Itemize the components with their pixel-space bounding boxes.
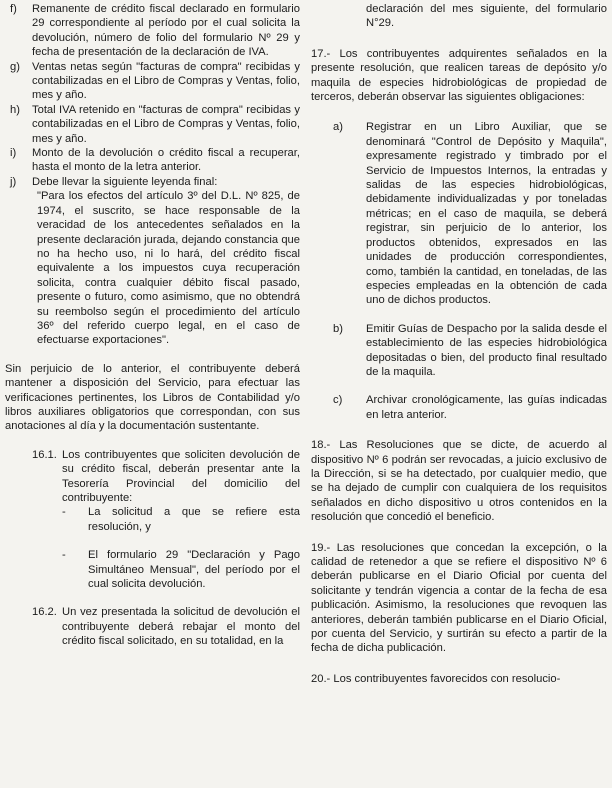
dash-item-1 [62, 505, 300, 534]
item-text: Monto de la devolución o crédito fiscal a recuperar, hasta el monto de la letra anterior. [32, 147, 300, 174]
sworn-legend: "Para los efectos del artículo 3º del D.L. Nº 825, de 1974, el suscrito, se hace responsable de la veracidad de los antecedentes señalados en la presente declaración jurada, dejando constancia que no ha hecho uso, ni lo hará, del crédito fiscal equivalente a los impuestos cuya recuperación solicita, contra cualquier débito fiscal pasado, presente o futuro, como asimismo, que no obtendrá su reembolso según el procedimiento del artículo 36º del referido cuerpo legal, en el caso de efectuarse exportaciones". [37, 190, 300, 347]
dash-mark: - [62, 549, 66, 562]
item-text: Registrar en un Libro Auxiliar, que se denominará "Control de Depósito y Maquila", expresamente registrado y timbrado por el Servicio de Impuestos Internos, la entradas y salidas de las especies hidrobiológicas, debidamente individualizadas y por toneladas métricas; en el caso de maquila, se deberá registrar, sin perjuicio de lo anterior, los productos obtenidos, expresados en las unidades de producción correspondientes, como, también la cantidad, en toneladas, de las especies empleadas en la obtención de cada uno de dichos productos. [366, 121, 607, 307]
list-item-i [5, 146, 300, 175]
item-text: Ventas netas según "facturas de compra" recibidas y contabilizadas en el Libro de Compras y Ventas, folio, mes y año. [32, 60, 300, 102]
paragraph-without-prejudice: Sin perjuicio de lo anterior, el contribuyente deberá mantener a disposición del Servicio, para efectuar las verificaciones pertinentes, los Libros de Contabilidad y/o libros auxiliares obligatorios que correspondan, con sus anotaciones al día y la documentación sustentante. [5, 362, 300, 433]
item-text: Emitir Guías de Despacho por la salida desde el establecimiento de las especies hidrobiológica depositadas o bien, del producto final resultado de la maquila. [366, 322, 607, 378]
item-label: b) [333, 322, 343, 335]
list-item-f [5, 2, 300, 60]
section-16-1 [32, 448, 300, 506]
paragraph-20: 20.- Los contribuyentes favorecidos con resolucio- [311, 672, 561, 685]
item-label: h) [10, 103, 20, 116]
item-label: a) [333, 121, 343, 134]
dash-text: La solicitud a que se refiere esta resolución, y [88, 506, 300, 533]
paragraph-19: 19.- Las resoluciones que concedan la excepción, o la calidad de retenedor a que se refiere el dispositivo Nº 6 deberán publicarse en el Diario Oficial por cuenta del solicitante y tendrán vigencia a contar de la fecha de esa publicación. Asimismo, la resoluciones que revoquen las anteriores, deberán también publicarse en el Diario Oficial, por cuenta del Servicio, y surtirán su efecto a partir de la fecha de dicha publicación. [311, 541, 607, 655]
paragraph-18: 18.- Las Resoluciones que se dicte, de acuerdo al dispositivo Nº 6 podrán ser revocadas, a juicio exclusivo de la Dirección, si se ha detectado, por cualquier medio, que se ha dejado de cumplir con cualquiera de los requisitos señalados en dicho dispositivo u otros contenidos en la resolución que concedió el beneficio. [311, 439, 607, 524]
item-text: Debe llevar la siguiente leyenda final: [32, 175, 218, 188]
list-item-b [333, 322, 607, 380]
dash-item-2 [62, 548, 300, 591]
item-label: j) [10, 175, 17, 188]
list-item-c [333, 393, 607, 422]
item-text: Remanente de crédito fiscal declarado en formulario 29 correspondiente al período por el cual solicita la devolución, número de folio del formulario Nº 29 y fecha de presentación de la declaración de IVA. [32, 3, 300, 59]
section-number: 16.2. [32, 606, 57, 619]
dash-text: El formulario 29 "Declaración y Pago Simultáneo Mensual", del período por el cual solicita devolución. [88, 549, 300, 591]
continued-text-body: declaración del mes siguiente, del formulario N°29. [366, 3, 607, 30]
item-label: c) [333, 394, 343, 407]
item-label: i) [10, 147, 17, 160]
list-item-h [5, 103, 300, 146]
list-item-j [5, 175, 300, 189]
item-text: Archivar cronológicamente, las guías indicadas en letra anterior. [366, 394, 607, 421]
item-label: g) [10, 60, 20, 73]
item-text: Total IVA retenido en "facturas de compra" recibidas y contabilizadas en el Libro de Compras y Ventas, folio, mes y año. [32, 103, 300, 145]
section-16-2 [32, 605, 300, 648]
continued-text [333, 2, 607, 31]
section-text: Un vez presentada la solicitud de devolución el contribuyente deberá rebajar el monto del crédito fiscal solicitado, en su totalidad, en la [62, 606, 300, 648]
right-column [311, 2, 607, 686]
item-label: f) [10, 3, 17, 15]
section-number: 16.1. [32, 448, 57, 461]
paragraph-17: 17.- Los contribuyentes adquirentes señalados en la presente resolución, que realicen tareas de depósito y/o maquila de especies hidrobiológicas de propiedad de terceros, deberán observar las siguientes obligaciones: [311, 47, 607, 104]
left-column [5, 2, 300, 649]
dash-mark: - [62, 506, 66, 519]
section-text: Los contribuyentes que soliciten devolución de su crédito fiscal, deberán presentar ante la Tesorería Provincial del domicilio del contribuyente: [62, 448, 300, 504]
list-item-g [5, 60, 300, 103]
list-item-a [333, 120, 607, 307]
